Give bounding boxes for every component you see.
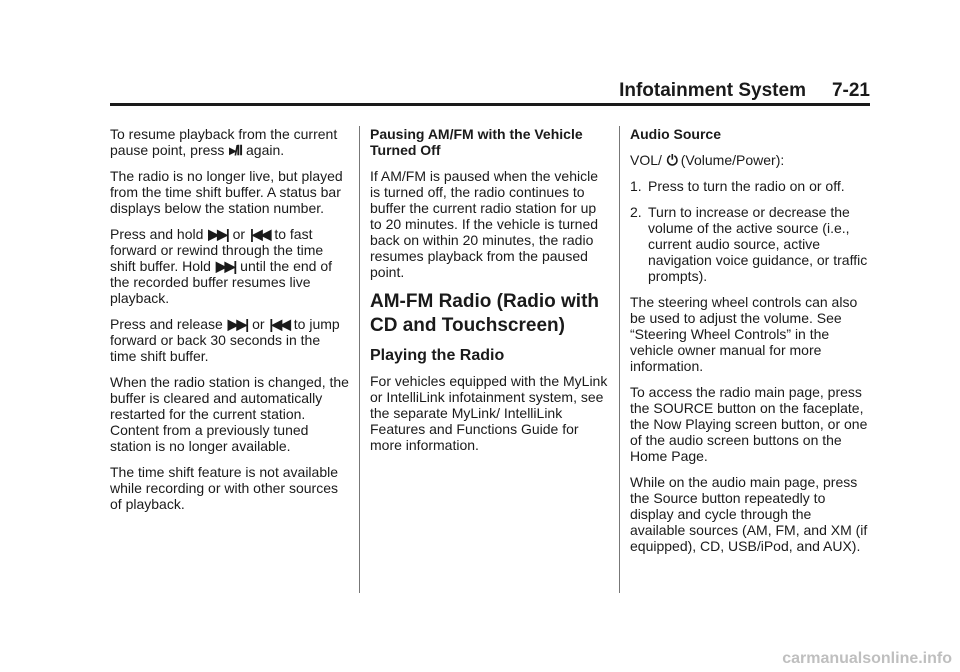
header-rule	[110, 103, 870, 106]
seek-back-icon: |◀◀	[249, 226, 270, 242]
column-left	[110, 126, 350, 522]
paragraph: The radio is no longer live, but played from the time shift buffer. A status bar displays below the station number.	[110, 168, 343, 216]
paragraph: To access the radio main page, press the SOURCE button on the faceplate, the Now Playing screen button, or one of the audio screen buttons on the Home Page.	[630, 384, 868, 464]
list-item: 1. Press to turn the radio on or off.	[630, 178, 845, 194]
paragraph: The time shift feature is not available while recording or with other sources of playback.	[110, 464, 339, 512]
paragraph: For vehicles equipped with the MyLink or IntelliLink infotainment system, see the separate MyLink/ IntelliLink Features and Functions Guide for more information.	[370, 373, 608, 453]
power-icon: ⏻	[666, 152, 676, 168]
seek-back-icon: |◀◀	[269, 316, 289, 332]
paragraph: VOL/ ⏻ (Volume/Power):	[630, 152, 785, 168]
paragraph: Press and release ▶▶| or |◀◀ to jump forward or back 30 seconds in the time shift buffer.	[110, 316, 340, 364]
subheading: Pausing AM/FM with the Vehicle Turned Off	[370, 126, 583, 158]
section-title: Infotainment System	[619, 80, 806, 101]
subheading: Audio Source	[630, 126, 722, 142]
column-right	[630, 126, 870, 564]
section-heading: AM-FM Radio (Radio with CD and Touchscreen)	[370, 291, 600, 336]
play-pause-icon: ▸/Ⅱ	[229, 142, 242, 158]
paragraph: The steering wheel controls can also be used to adjust the volume. See “Steering Wheel Controls” in the vehicle owner manual for more information.	[630, 294, 858, 374]
paragraph: To resume playback from the current pause point, press ▸/Ⅱ again.	[110, 126, 338, 158]
column-middle	[370, 126, 610, 463]
column-divider	[619, 126, 620, 593]
list-item: 2. Turn to increase or decrease the volume of the active source (i.e., current audio source, active navigation voice guidance, or traffic prompts).	[630, 204, 868, 284]
seek-forward-icon: ▶▶|	[227, 316, 248, 332]
page-header	[110, 80, 870, 104]
seek-forward-icon: ▶▶|	[208, 226, 228, 242]
subsection-heading: Playing the Radio	[370, 347, 505, 364]
seek-forward-icon: ▶▶|	[215, 258, 236, 274]
paragraph: If AM/FM is paused when the vehicle is turned off, the radio continues to buffer the current radio station for up to 20 minutes. If the vehicle is turned back on within 20 minutes, the radio resumes playback from the paused point.	[370, 168, 599, 280]
paragraph: While on the audio main page, press the Source button repeatedly to display and cycle through the available sources (AM, FM, and XM (if equipped), CD, USB/iPod, and AUX).	[630, 474, 868, 554]
column-divider	[359, 126, 360, 593]
paragraph: When the radio station is changed, the buffer is cleared and automatically restarted for the current station. Content from a previously tuned station is no longer available.	[110, 374, 349, 454]
paragraph: Press and hold ▶▶| or |◀◀ to fast forward or rewind through the time shift buffer. Hold ▶▶| until the end of the recorded buffer resumes live playback.	[110, 226, 333, 306]
watermark: carmanualsonline.info	[782, 650, 952, 667]
page-number: 7-21	[831, 80, 870, 101]
